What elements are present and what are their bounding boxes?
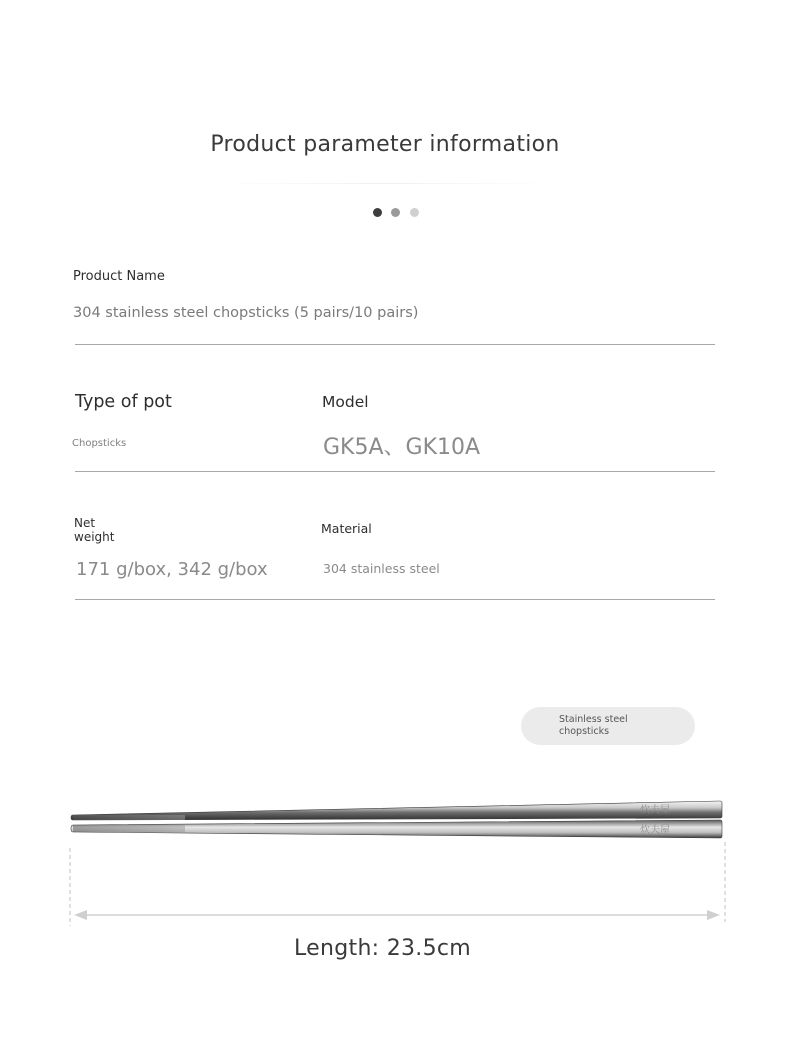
engraving-upper: 炊夫屋: [640, 805, 670, 816]
net-weight-label: [74, 516, 134, 544]
arrow-left-icon: [74, 910, 87, 920]
chopsticks-image: [70, 796, 724, 840]
arrow-right-icon: [707, 910, 720, 920]
material-value: 304 stainless steel: [323, 561, 440, 576]
net-weight-label-line1: Net: [74, 516, 96, 530]
model-value: GK5A、GK10A: [323, 435, 481, 460]
net-weight-label-line2: weight: [74, 530, 115, 544]
carousel-dot-3[interactable]: [410, 208, 419, 217]
net-weight-value: 171 g/box, 342 g/box: [76, 559, 268, 580]
product-name-value: 304 stainless steel chopsticks (5 pairs/10 pairs): [73, 305, 419, 321]
type-of-pot-label: Type of pot: [75, 392, 172, 412]
carousel-dot-2[interactable]: [391, 208, 400, 217]
divider: [75, 599, 715, 600]
product-name-label: Product Name: [73, 269, 165, 284]
material-label: Material: [321, 521, 372, 536]
type-of-pot-value: Chopsticks: [72, 438, 127, 449]
title-underline: [215, 183, 555, 184]
callout-text: [559, 714, 679, 738]
callout-text-line2: chopsticks: [559, 726, 610, 737]
divider: [75, 471, 715, 472]
engraving-lower: 炊夫屋: [640, 825, 670, 836]
length-label: Length: 23.5cm: [294, 936, 471, 961]
callout-text-line1: Stainless steel: [559, 714, 628, 725]
page-title: Product parameter information: [210, 132, 560, 157]
length-dimension-line: [66, 838, 730, 930]
carousel-dot-1[interactable]: [373, 208, 382, 217]
divider: [75, 344, 715, 345]
model-label: Model: [322, 393, 369, 411]
